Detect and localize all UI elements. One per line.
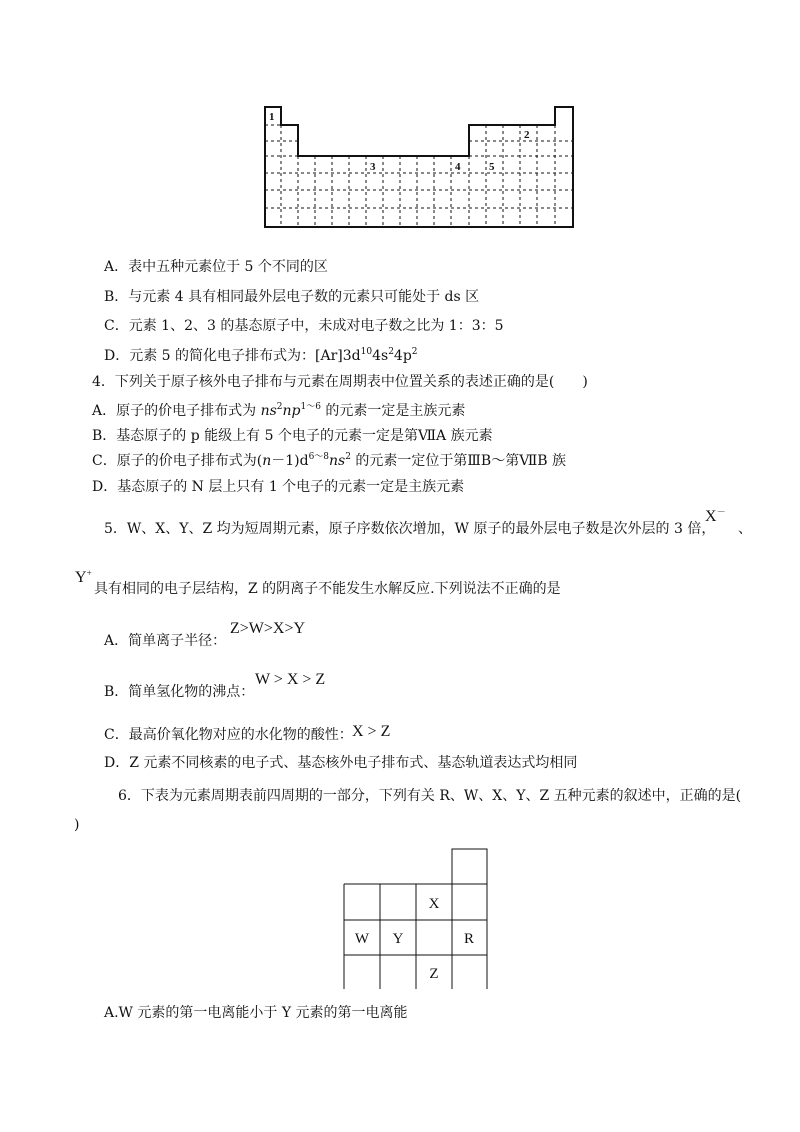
q4-a-np: np: [282, 403, 301, 419]
q5-ion-x-symbol: X: [705, 508, 717, 525]
q3-d-prefix: D．元素 5 的简化电子排布式为：[Ar]3d: [104, 348, 361, 364]
q5-option-c-text: C．最高价氧化物对应的水化物的酸性：: [104, 727, 353, 743]
q5-option-d: D．Z 元素不同核素的电子式、基态核外电子排布式、基态轨道表达式均相同: [104, 755, 578, 771]
q4-c-sup2: 2: [345, 452, 351, 462]
q3-d-mid: 4s: [372, 348, 389, 364]
q3-option-d: [104, 346, 418, 366]
q5-ion-x: [705, 507, 726, 527]
element-5-label: 5: [489, 161, 495, 173]
q5-option-b-math: W > X > Z: [255, 671, 326, 688]
q5-ion-x-charge: －: [716, 507, 726, 517]
q3-d-sup1: 10: [360, 347, 373, 357]
q3-option-a: A．表中五种元素位于 5 个不同的区: [104, 259, 328, 275]
table-label-z: Z: [429, 966, 439, 982]
q6-stem-2: ): [74, 817, 80, 833]
q4-a-prefix: A．原子的价电子排布式为: [92, 403, 261, 419]
q5-separator: 、: [738, 521, 752, 537]
q5-option-a-math: Z>W>X>Y: [230, 620, 306, 637]
q5-option-a-text: A．简单离子半径：: [104, 633, 227, 649]
q5-stem-1: 5．W、X、Y、Z 均为短周期元素，原子序数依次增加，W 原子的最外层电子数是次外层的 3 倍，: [104, 521, 716, 537]
q4-c-mid: －1)d: [271, 453, 309, 469]
q5-option-c-math: X > Z: [352, 723, 391, 740]
q4-c-prefix: C．原子的价电子排布式为(: [92, 453, 263, 469]
periodic-table-outline: [265, 107, 573, 227]
table-label-w: W: [354, 931, 370, 947]
table-cell-top: [452, 849, 487, 884]
q5-ion-y-symbol: Y: [75, 569, 87, 586]
q3-d-sup2: 2: [388, 347, 394, 357]
element-3-label: 3: [370, 161, 376, 173]
q4-a-ns: ns: [260, 403, 277, 419]
q4-a-suffix: 的元素一定是主族元素: [320, 403, 466, 419]
q4-a-sup2: 1～6: [300, 402, 321, 412]
q4-option-a: [92, 401, 465, 421]
table-label-x: X: [428, 896, 440, 912]
q3-option-c: C．元素 1、2、3 的基态原子中，未成对电子数之比为 1：3：5: [104, 318, 504, 334]
q4-option-b: B．基态原子的 p 能级上有 5 个电子的元素一定是第ⅦA 族元素: [92, 428, 493, 444]
q4-stem: 4．下列关于原子核外电子排布与元素在周期表中位置关系的表述正确的是( ): [92, 374, 588, 390]
element-2-label: 2: [524, 129, 530, 141]
q5-option-b-text: B．简单氢化物的沸点：: [104, 684, 255, 700]
q3-d-sup3: 2: [411, 347, 418, 357]
q5-ion-y-charge: +: [86, 568, 92, 578]
element-1-label: 1: [269, 111, 275, 123]
q5-ion-y: [75, 568, 92, 588]
q5-stem-2: 具有相同的电子层结构，Z 的阴离子不能发生水解反应.下列说法不正确的是: [94, 581, 561, 597]
element-4-label: 4: [455, 161, 461, 173]
q4-option-d: D．基态原子的 N 层上只有 1 个电子的元素一定是主族元素: [92, 479, 465, 495]
q3-option-b: B．与元素 4 具有相同最外层电子数的元素只可能处于 ds 区: [104, 289, 480, 305]
q3-d-mid2: 4p: [393, 348, 412, 364]
element-position-table: [343, 848, 489, 990]
table-label-y: Y: [392, 931, 404, 947]
table-label-r: R: [463, 931, 475, 947]
q6-option-a: A.W 元素的第一电离能小于 Y 元素的第一电离能: [104, 1005, 408, 1021]
q4-a-sup1: 2: [276, 402, 283, 412]
q4-c-sup1: 6～8: [308, 452, 330, 462]
q4-c-n: n: [262, 453, 272, 469]
q4-c-suffix: 的元素一定位于第ⅢB～第ⅦB 族: [350, 453, 566, 469]
q6-stem-1: 6．下表为元素周期表前四周期的一部分，下列有关 R、W、X、Y、Z 五种元素的叙述中，正确的是(: [118, 788, 742, 804]
q4-option-c: [92, 451, 566, 471]
periodic-table-figure: [262, 105, 578, 231]
q4-c-ns: ns: [329, 453, 346, 469]
